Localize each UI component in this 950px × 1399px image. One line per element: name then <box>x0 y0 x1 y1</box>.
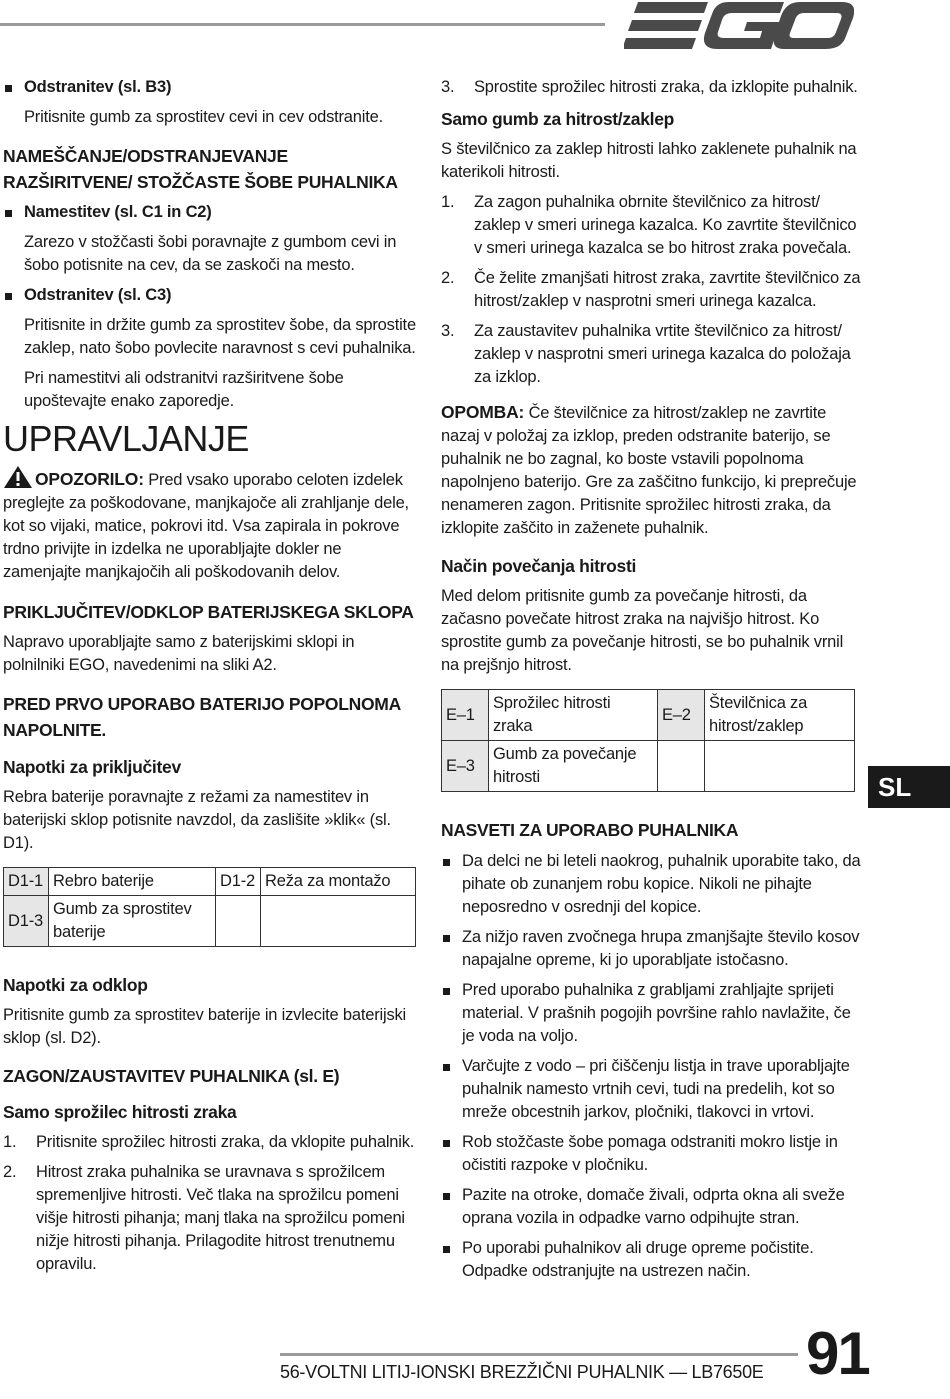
footer-rule <box>280 1353 798 1356</box>
disconnect-heading: Napotki za odklop <box>3 975 148 995</box>
table-cell <box>705 741 855 792</box>
trigger-step-1: 1. Pritisnite sprožilec hitrosti zraka, da vklopite puhalnik. <box>3 1133 415 1151</box>
install-heading: NAMEŠČANJE/ODSTRANJEVANJE RAZŠIRITVENE/ STOŽČASTE ŠOBE PUHALNIKA <box>3 146 398 192</box>
table-cell: Reža za montažo <box>261 868 416 896</box>
battery-parts-table <box>3 867 416 947</box>
start-heading: ZAGON/ZAUSTAVITEV PUHALNIKA (sl. E) <box>3 1066 340 1086</box>
table-cell <box>658 741 705 792</box>
table-cell: Sprožilec hitrosti zraka <box>489 690 658 741</box>
ego-logo <box>624 0 854 52</box>
install-text: Zarezo v stožčasti šobi poravnajte z gumbom cevi in šobo potisnite na cev, da se zaskoči na mesto. <box>24 233 397 274</box>
page-number: 91 <box>806 1320 869 1387</box>
table-cell <box>261 896 416 947</box>
table-cell: D1-3 <box>4 896 49 947</box>
remove2-note: Pri namestitvi ali odstranitvi razširitvene šobe upoštevajte enako zaporedje. <box>24 369 344 410</box>
remove-label: Odstranitev (sl. B3) <box>3 76 416 99</box>
trigger-step-3: 3. Sprostite sprožilec hitrosti zraka, da izklopite puhalnik. <box>441 78 858 96</box>
tip-item: Da delci ne bi leteli naokrog, puhalnik uporabite tako, da pihate ob zunanjem robu kopice. Nikoli ne pihajte neposredno v osrednji del kopice. <box>441 850 861 919</box>
left-column <box>3 70 416 1276</box>
connect-text: Rebra baterije poravnajte z režami za namestitev in baterijski sklop potisnite navzdol, da zaslišite »klik« (sl. D1). <box>3 788 391 852</box>
table-cell: Gumb za sprostitev baterije <box>49 896 216 947</box>
note-paragraph <box>441 401 861 540</box>
tip-item: Za nižjo raven zvočnega hrupa zmanjšajte število kosov napajalne opreme, ki jo uporabljate istočasno. <box>441 926 861 972</box>
table-cell: D1-2 <box>216 868 261 896</box>
remove-text: Pritisnite gumb za sprostitev cevi in cev odstranite. <box>24 108 383 126</box>
warning-label: OPOZORILO: <box>35 469 144 489</box>
boost-heading: Način povečanja hitrosti <box>441 556 637 576</box>
table-cell: E–1 <box>442 690 489 741</box>
lock-step-3: 3. Za zaustavitev puhalnika vrtite številčnico za hitrost/ zaklep v nasprotni smeri urinega kazalca do položaja za izklop. <box>441 322 851 386</box>
table-cell: Številčnica za hitrost/zaklep <box>705 690 855 741</box>
table-cell <box>216 896 261 947</box>
boost-text: Med delom pritisnite gumb za povečanje hitrosti, da začasno povečate hitrost zraka na najvišjo hitrost. Ko sprostite gumb za povečanje hitrosti, se bo puhalnik vrnil na prejšnjo hitrost. <box>441 587 844 674</box>
table-cell: Rebro baterije <box>49 868 216 896</box>
table-row <box>4 896 416 947</box>
table-cell: E–3 <box>442 741 489 792</box>
tip-item: Pazite na otroke, domače živali, odprta okna ali sveže oprana vozila in odpadke varno odpihujte stran. <box>441 1184 861 1230</box>
table-cell: Gumb za povečanje hitrosti <box>489 741 658 792</box>
trigger-heading: Samo sprožilec hitrosti zraka <box>3 1102 237 1122</box>
table-cell: D1-1 <box>4 868 49 896</box>
tips-heading: NASVETI ZA UPORABO PUHALNIKA <box>441 820 739 840</box>
tip-item: Rob stožčaste šobe pomaga odstraniti mokro listje in očistiti razpoke v pločniku. <box>441 1131 861 1177</box>
warning-text: Pred vsako uporabo celoten izdelek preglejte za poškodovane, manjkajoče ali zrahljanje dele, kot so vijaki, matice, pokrovi itd. Vsa zapirala in pokrove trdno privijte in izdelka ne uporabljajte dokler ne zamenjajte manjkajočih ali poškodovanih delov. <box>3 471 409 581</box>
lock-step-2: 2. Če želite zmanjšati hitrost zraka, zavrtite številčnico za hitrost/zaklep v nasprotni smeri urinega kazalca. <box>441 269 861 310</box>
tip-item: Pred uporabo puhalnika z grabljami zrahljajte sprijeti material. V prašnih pogojih površine rahlo navlažite, če je voda na voljo. <box>441 979 861 1048</box>
right-column <box>441 70 861 1283</box>
warning-icon <box>3 465 33 489</box>
remove2-text: Pritisnite in držite gumb za sprostitev šobe, da sprostite zaklep, nato šobo povlecite naravnost s cevi puhalnika. <box>24 316 416 357</box>
tip-item: Varčujte z vodo – pri čiščenju listja in trave uporabljajte puhalnik namesto vrtnih cevi, tudi na predelih, kot so mreže obcestnih jarkov, pločniki, tlakovci in vrtovi. <box>441 1055 861 1124</box>
lock-text: S številčnico za zaklep hitrosti lahko zaklenete puhalnik na katerikoli hitrosti. <box>441 140 857 181</box>
table-row <box>4 868 416 896</box>
table-row <box>442 690 855 741</box>
charge-heading: PRED PRVO UPORABO BATERIJO POPOLNOMA NAPOLNITE. <box>3 694 401 740</box>
remove2-label: Odstranitev (sl. C3) <box>3 284 416 307</box>
table-row <box>442 741 855 792</box>
attach-heading: PRIKLJUČITEV/ODKLOP BATERIJSKEGA SKLOPA <box>3 602 414 622</box>
attach-text: Napravo uporabljajte samo z baterijskimi sklopi in polnilniki EGO, navedenimi na sliki A2. <box>3 633 355 674</box>
footer-title: 56-VOLTNI LITIJ-IONSKI BREZŽIČNI PUHALNIK — LB7650E <box>280 1362 764 1382</box>
header-rule <box>0 23 605 26</box>
table-cell: E–2 <box>658 690 705 741</box>
note-text: Če številčnice za hitrost/zaklep ne zavrtite nazaj v položaj za izklop, preden odstranite baterijo, se puhalnik ne bo zagnal, ko boste vstavili popolnoma napolnjeno baterijo. Gre za zaščitno funkcijo, ki preprečuje nenameren zagon. Pritisnite sprožilec hitrosti zraka, da izklopite zaščito in zaženete puhalnik. <box>441 404 857 537</box>
note-label: OPOMBA: <box>441 402 525 422</box>
trigger-step-2: 2. Hitrost zraka puhalnika se uravnava s sprožilcem spremenljive hitrosti. Več tlaka na sprožilcu pomeni višje hitrosti pihanja; manj tlaka na sprožilcu pomeni nižje hitrosti pihanja. Prilagodite hitrost trenutnemu opravilu. <box>3 1163 405 1273</box>
connect-heading: Napotki za priključitev <box>3 757 181 777</box>
install-label: Namestitev (sl. C1 in C2) <box>3 201 416 224</box>
lock-step-1: 1. Za zagon puhalnika obrnite številčnico za hitrost/ zaklep v smeri urinega kazalca. Ko zavrtite številčnico v smeri urinega kazalca se bo hitrost zraka povečala. <box>441 193 857 257</box>
section-title: UPRAVLJANJE <box>3 418 249 459</box>
lock-heading: Samo gumb za hitrost/zaklep <box>441 109 675 129</box>
warning-paragraph <box>3 465 416 584</box>
language-tab: SL <box>868 766 950 808</box>
tip-item: Po uporabi puhalnikov ali druge opreme počistite. Odpadke odstranjujte na ustrezen način. <box>441 1237 861 1283</box>
disconnect-text: Pritisnite gumb za sprostitev baterije in izvlecite baterijski sklop (sl. D2). <box>3 1006 407 1047</box>
controls-table <box>441 689 855 792</box>
